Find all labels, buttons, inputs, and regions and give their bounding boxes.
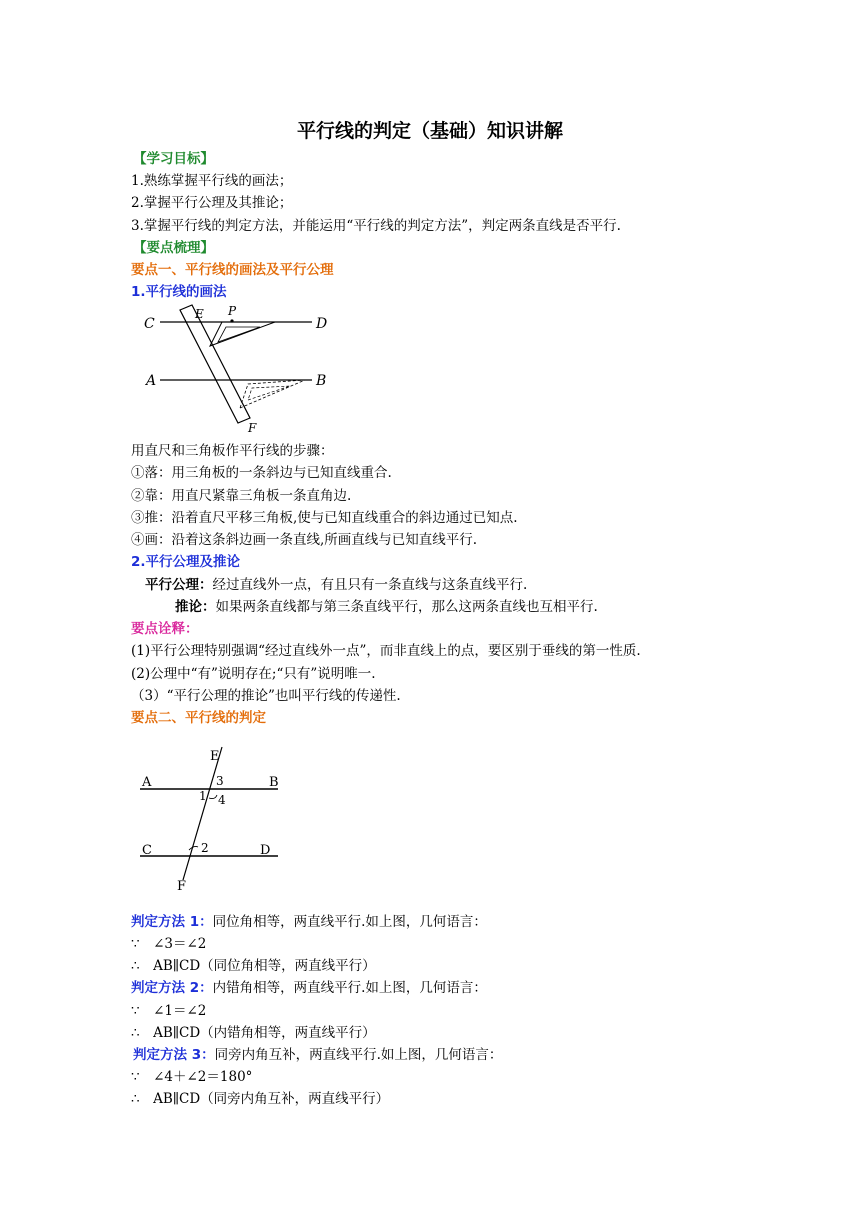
label-a: A: [142, 775, 152, 790]
label-a: A: [146, 373, 157, 389]
label-b: B: [316, 373, 327, 389]
therefore-line: ∴ AB∥CD（同旁内角互补，两直线平行）: [131, 1091, 390, 1107]
label-c: C: [142, 843, 152, 858]
steps-intro: 用直尺和三角板作平行线的步骤：: [131, 443, 334, 459]
because-line: ∵ ∠4＋∠2＝180°: [131, 1069, 253, 1085]
step-item: ①落：用三角板的一条斜边与已知直线重合.: [131, 465, 392, 481]
because-line: ∵ ∠3＝∠2: [131, 936, 207, 952]
label-e: E: [210, 749, 220, 764]
method-label: 判定方法 2：: [131, 980, 213, 996]
label-b: B: [269, 775, 279, 790]
label-2: 2: [201, 841, 209, 855]
point2-heading: 要点二、平行线的判定: [131, 710, 266, 726]
label-d: D: [316, 316, 328, 332]
label-e: E: [195, 307, 204, 321]
label-d: D: [260, 843, 271, 858]
label-f: F: [248, 421, 257, 435]
step-item: ②靠：用直尺紧靠三角板一条直角边.: [131, 488, 352, 504]
goal-item: 3.掌握平行线的判定方法，并能运用“平行线的判定方法”，判定两条直线是否平行.: [131, 218, 621, 234]
transversal-figure: [128, 742, 288, 897]
label-3: 3: [216, 774, 224, 788]
method-label: 判定方法 3：: [133, 1047, 215, 1063]
label-f: F: [177, 879, 187, 894]
page-title: 平行线的判定（基础）知识讲解: [296, 120, 563, 142]
axiom-text: 经过直线外一点，有且只有一条直线与这条直线平行.: [212, 577, 528, 593]
because-line: ∵ ∠1＝∠2: [131, 1003, 207, 1019]
method-text: 同旁内角互补，两直线平行.如上图，几何语言：: [214, 1047, 503, 1063]
point1-sub2: 2.平行公理及推论: [131, 554, 241, 570]
note-item: （3）“平行公理的推论”也叫平行线的传递性.: [131, 688, 401, 704]
point1-heading: 要点一、平行线的画法及平行公理: [131, 262, 334, 278]
goals-heading: 【学习目标】: [133, 151, 214, 167]
step-item: ④画：沿着这条斜边画一条直线,所画直线与已知直线平行.: [131, 532, 478, 548]
corollary-line: [175, 598, 598, 616]
corollary-label: 推论：: [175, 599, 216, 615]
therefore-line: ∴ AB∥CD（内错角相等，两直线平行）: [131, 1025, 376, 1041]
label-p: P: [228, 304, 237, 318]
axiom-line: [145, 576, 527, 594]
step-item: ③推：沿着直尺平移三角板,使与已知直线重合的斜边通过已知点.: [131, 510, 518, 526]
summary-heading: 【要点梳理】: [133, 240, 214, 256]
goal-item: 1.熟练掌握平行线的画法；: [131, 173, 293, 189]
axiom-label: 平行公理：: [145, 577, 213, 593]
method-text: 内错角相等，两直线平行.如上图，几何语言：: [212, 980, 487, 996]
note-item: (2)公理中“有”说明存在;“只有”说明唯一.: [131, 666, 376, 682]
method-1: [131, 913, 487, 931]
method-3: [133, 1046, 502, 1064]
therefore-line: ∴ AB∥CD（同位角相等，两直线平行）: [131, 958, 376, 974]
method-2: [131, 979, 487, 997]
point1-sub1: 1.平行线的画法: [131, 284, 227, 300]
notes-heading: 要点诠释：: [131, 621, 199, 637]
label-1: 1: [199, 789, 207, 803]
method-label: 判定方法 1：: [131, 914, 213, 930]
ruler-triangle-figure: [140, 300, 340, 435]
method-text: 同位角相等，两直线平行.如上图，几何语言：: [212, 914, 487, 930]
goal-item: 2.掌握平行公理及其推论；: [131, 195, 293, 211]
label-c: C: [144, 316, 155, 332]
label-4: 4: [218, 793, 226, 807]
corollary-text: 如果两条直线都与第三条直线平行，那么这两条直线也互相平行.: [215, 599, 598, 615]
note-item: (1)平行公理特别强调“经过直线外一点”，而非直线上的点，要区别于垂线的第一性质.: [131, 643, 641, 659]
